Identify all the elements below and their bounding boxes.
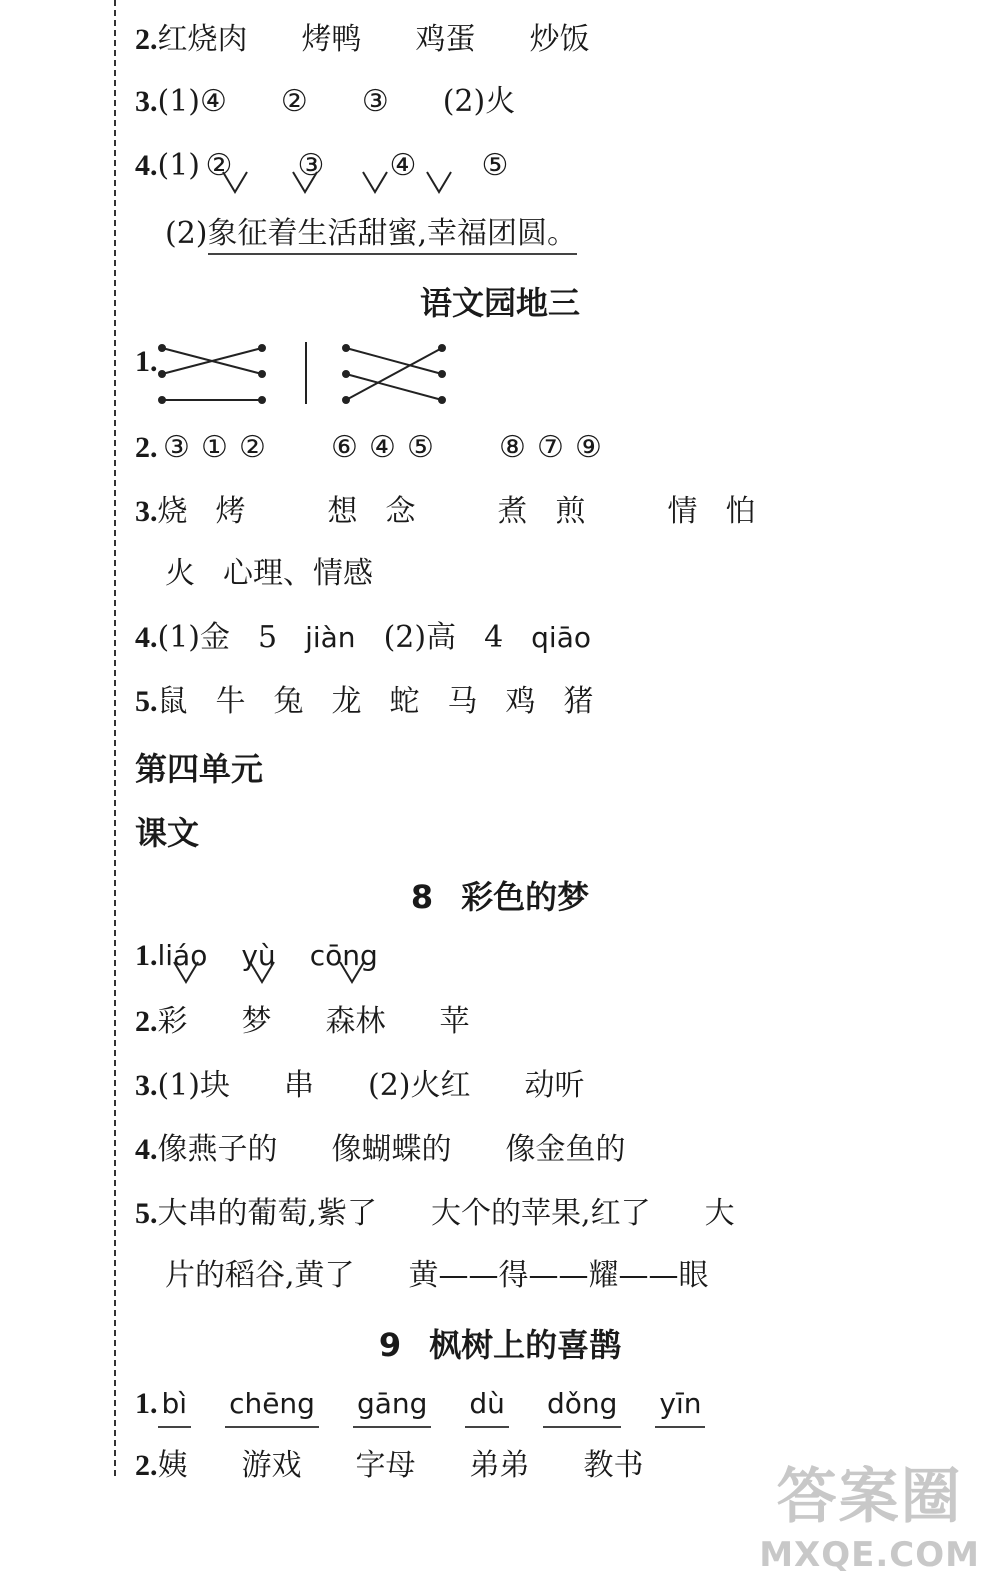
matching-lines-diagram (150, 338, 460, 410)
answer-line-l8-3: 3.(1)块 串 (2)火红 动听 (135, 1068, 585, 1103)
answer-line-g3: 3.烧 烤 想 念 煮 煎 情 怕 (135, 494, 756, 529)
checkmark-3 (363, 172, 387, 192)
answer-line-l8-5b: 片的稻谷,黄了 黄——得——耀——眼 (165, 1258, 709, 1293)
answer-line-l8-5: 5.大串的葡萄,紫了 大个的苹果,红了 大 (135, 1196, 735, 1231)
lesson9-title: 9 枫树上的喜鹊 (378, 1326, 622, 1364)
section-title-garden3: 语文园地三 (419, 284, 580, 322)
watermark-logo: 答案圈 MXQE.COM (759, 1462, 980, 1575)
lesson8-title: 8 彩色的梦 (410, 878, 590, 916)
answer-line-q4: 4.(1) ② ③ ④ ⑤ (135, 148, 509, 183)
answer-line-q3: 3.(1)④ ② ③ (2)火 (135, 84, 516, 119)
match-line-e (346, 374, 442, 400)
checkmark-2 (250, 962, 274, 982)
match-line-f (346, 348, 442, 400)
unit-subtitle: 课文 (135, 814, 200, 852)
answer-line-g2: 2. ③ ① ② ⑥ ④ ⑤ ⑧ ⑦ ⑨ (135, 430, 602, 465)
answer-line-g4: 4.(1)金 5 jiàn (2)高 4 qiāo (135, 620, 591, 655)
checkmarks-q4 (215, 168, 455, 198)
checkmark-2 (293, 172, 317, 192)
match-line-d (346, 348, 442, 374)
answer-line-q4-2: (2)象征着生活甜蜜,幸福团圆。 (165, 214, 577, 254)
answer-line-l8-2: 2.彩 梦 森林 苹 (135, 1004, 470, 1039)
unit-title: 第四单元 (135, 750, 264, 788)
answer-line-l8-4: 4.像燕子的 像蝴蝶的 像金鱼的 (135, 1132, 626, 1167)
margin-dashed-line (114, 0, 116, 1480)
checkmark-3 (340, 962, 364, 982)
answer-line-l9-1: 1. bì chēng gāng dù dǒng yīn (135, 1384, 739, 1428)
checkmark-1 (223, 172, 247, 192)
checkmark-1 (174, 962, 198, 982)
answer-line-q2: 2.红烧肉 烤鸭 鸡蛋 炒饭 (135, 22, 590, 57)
answer-line-g5: 5.鼠 牛 兔 龙 蛇 马 鸡 猪 (135, 684, 594, 719)
checkmarks-l8-1 (168, 958, 368, 986)
answer-line-l9-2: 2.姨 游戏 字母 弟弟 教书 (135, 1448, 644, 1483)
answer-line-g3-2: 火 心理、情感 (165, 556, 373, 591)
answer-line-g1: 1. (135, 345, 158, 378)
checkmark-4 (427, 172, 451, 192)
answer-line-l8-1: 1.liáo yù cōng (135, 939, 378, 972)
